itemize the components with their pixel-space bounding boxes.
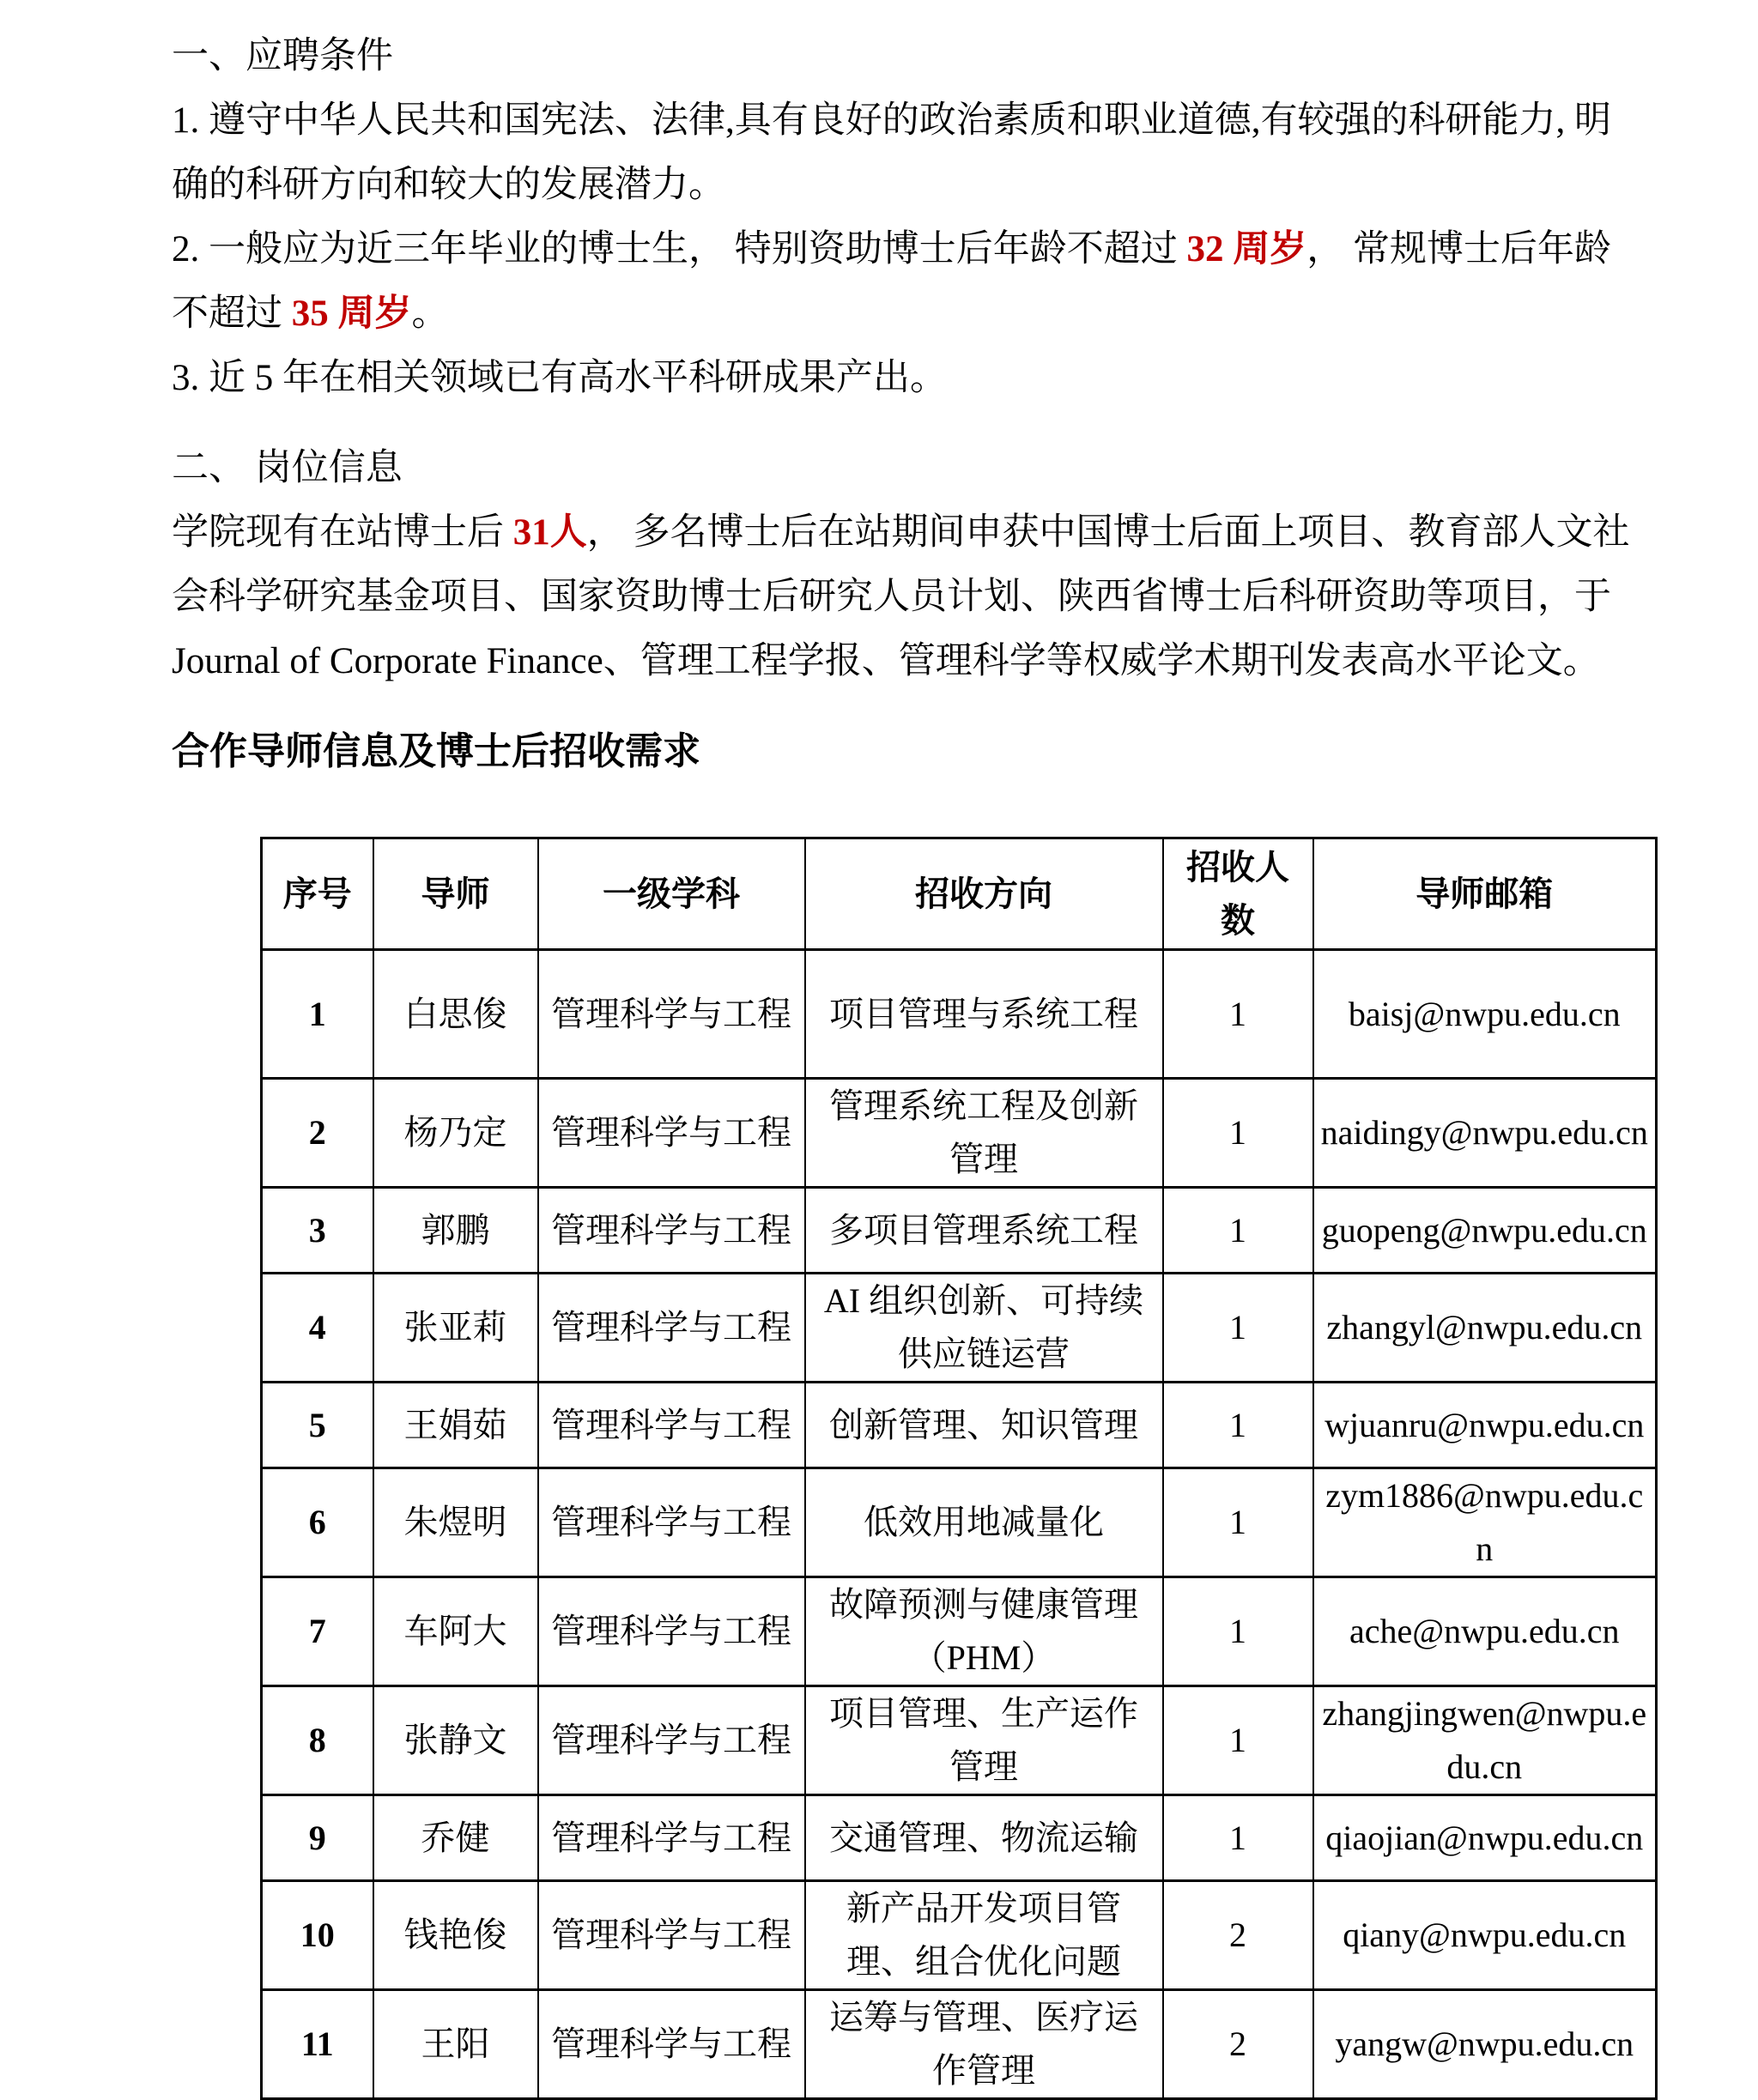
cell-mentor: 张静文 bbox=[373, 1686, 538, 1795]
table-row bbox=[262, 1383, 1657, 1468]
cell-no: 10 bbox=[262, 1881, 373, 1990]
cell-email: qiany@nwpu.edu.cn bbox=[1313, 1881, 1657, 1990]
cell-email: ache@nwpu.edu.cn bbox=[1313, 1577, 1657, 1686]
cell-discipline: 管理科学与工程 bbox=[538, 1274, 805, 1383]
cell-email: zym1886@nwpu.edu.cn bbox=[1313, 1468, 1657, 1577]
cell-discipline: 管理科学与工程 bbox=[538, 1795, 805, 1881]
cell-direction: 低效用地减量化 bbox=[805, 1468, 1163, 1577]
cell-discipline: 管理科学与工程 bbox=[538, 950, 805, 1079]
cell-direction: 管理系统工程及创新管理 bbox=[805, 1079, 1163, 1188]
cell-discipline: 管理科学与工程 bbox=[538, 1577, 805, 1686]
cell-no: 3 bbox=[262, 1188, 373, 1274]
cell-mentor: 钱艳俊 bbox=[373, 1881, 538, 1990]
table-row bbox=[262, 1990, 1657, 2099]
mentor-table-title: 合作导师信息及博士后招收需求 bbox=[172, 730, 700, 772]
cell-discipline: 管理科学与工程 bbox=[538, 1881, 805, 1990]
table-row bbox=[262, 1274, 1657, 1383]
mentor-table bbox=[260, 837, 1658, 2100]
section-1-heading: 一、应聘条件 bbox=[172, 36, 393, 76]
cell-no: 6 bbox=[262, 1468, 373, 1577]
jobs-count-31-highlight: 31人 bbox=[512, 512, 587, 553]
cell-count: 1 bbox=[1163, 1468, 1313, 1577]
cell-count: 1 bbox=[1163, 1079, 1313, 1188]
table-row bbox=[262, 950, 1657, 1079]
cell-no: 1 bbox=[262, 950, 373, 1079]
table-row bbox=[262, 1686, 1657, 1795]
cell-mentor: 杨乃定 bbox=[373, 1079, 538, 1188]
cell-count: 2 bbox=[1163, 1881, 1313, 1990]
cell-count: 1 bbox=[1163, 1274, 1313, 1383]
cell-direction: AI 组织创新、可持续供应链运营 bbox=[805, 1274, 1163, 1383]
cell-no: 7 bbox=[262, 1577, 373, 1686]
jobs-paragraph-line-3: Journal of Corporate Finance、管理工程学报、管理科学等权威学术期刊发表高水平论文。 bbox=[172, 641, 1600, 681]
cell-email: wjuanru@nwpu.edu.cn bbox=[1313, 1383, 1657, 1468]
table-row bbox=[262, 1079, 1657, 1188]
condition-1-line-2: 确的科研方向和较大的发展潜力。 bbox=[172, 165, 725, 205]
cell-count: 1 bbox=[1163, 1686, 1313, 1795]
table-row bbox=[262, 1795, 1657, 1881]
condition-1-line-1: 1. 遵守中华人民共和国宪法、法律,具有良好的政治素质和职业道德,有较强的科研能力, 明 bbox=[172, 100, 1611, 141]
condition-2-age-35-highlight: 35 周岁 bbox=[291, 294, 412, 334]
cell-mentor: 白思俊 bbox=[373, 950, 538, 1079]
header-count: 招收人数 bbox=[1163, 838, 1313, 950]
cell-direction: 新产品开发项目管理、组合优化问题 bbox=[805, 1881, 1163, 1990]
header-discipline: 一级学科 bbox=[538, 838, 805, 950]
cell-email: qiaojian@nwpu.edu.cn bbox=[1313, 1795, 1657, 1881]
cell-mentor: 王娟茹 bbox=[373, 1383, 538, 1468]
cell-email: naidingy@nwpu.edu.cn bbox=[1313, 1079, 1657, 1188]
condition-2-text-cont: ， 常规博士后年龄 bbox=[1306, 229, 1611, 269]
cell-direction: 运筹与管理、医疗运作管理 bbox=[805, 1990, 1163, 2099]
cell-no: 11 bbox=[262, 1990, 373, 2099]
cell-mentor: 车阿大 bbox=[373, 1577, 538, 1686]
header-no: 序号 bbox=[262, 838, 373, 950]
cell-direction: 项目管理与系统工程 bbox=[805, 950, 1163, 1079]
cell-discipline: 管理科学与工程 bbox=[538, 1188, 805, 1274]
jobs-text-cont: ， 多名博士后在站期间申获中国博士后面上项目、教育部人文社 bbox=[586, 512, 1630, 553]
cell-discipline: 管理科学与工程 bbox=[538, 1468, 805, 1577]
cell-mentor: 王阳 bbox=[373, 1990, 538, 2099]
cell-email: guopeng@nwpu.edu.cn bbox=[1313, 1188, 1657, 1274]
condition-2-line-1 bbox=[172, 217, 1611, 281]
cell-direction: 交通管理、物流运输 bbox=[805, 1795, 1163, 1881]
cell-email: zhangjingwen@nwpu.edu.cn bbox=[1313, 1686, 1657, 1795]
cell-direction: 项目管理、生产运作管理 bbox=[805, 1686, 1163, 1795]
jobs-paragraph-line-2: 会科学研究基金项目、国家资助博士后研究人员计划、陕西省博士后科研资助等项目，于 bbox=[172, 577, 1611, 617]
table-row bbox=[262, 1468, 1657, 1577]
cell-mentor: 乔健 bbox=[373, 1795, 538, 1881]
condition-2-line-2 bbox=[172, 281, 1595, 346]
cell-discipline: 管理科学与工程 bbox=[538, 1383, 805, 1468]
condition-2-text: 2. 一般应为近三年毕业的博士生， 特别资助博士后年龄不超过 bbox=[172, 229, 1187, 269]
cell-no: 9 bbox=[262, 1795, 373, 1881]
condition-2-text-2: 不超过 bbox=[172, 294, 292, 334]
condition-2-period: 。 bbox=[411, 294, 449, 334]
table-row bbox=[262, 1577, 1657, 1686]
cell-count: 1 bbox=[1163, 1188, 1313, 1274]
table-header-row bbox=[262, 838, 1657, 950]
condition-2-age-32-highlight: 32 周岁 bbox=[1186, 229, 1307, 269]
cell-no: 8 bbox=[262, 1686, 373, 1795]
cell-direction: 创新管理、知识管理 bbox=[805, 1383, 1163, 1468]
jobs-paragraph-line-1 bbox=[172, 500, 1630, 565]
cell-count: 2 bbox=[1163, 1990, 1313, 2099]
cell-count: 1 bbox=[1163, 1577, 1313, 1686]
cell-discipline: 管理科学与工程 bbox=[538, 1686, 805, 1795]
cell-no: 2 bbox=[262, 1079, 373, 1188]
cell-no: 4 bbox=[262, 1274, 373, 1383]
header-direction: 招收方向 bbox=[805, 838, 1163, 950]
cell-direction: 故障预测与健康管理（PHM） bbox=[805, 1577, 1163, 1686]
section-2-heading: 二、 岗位信息 bbox=[172, 448, 403, 488]
cell-email: baisj@nwpu.edu.cn bbox=[1313, 950, 1657, 1079]
cell-mentor: 郭鹏 bbox=[373, 1188, 538, 1274]
cell-discipline: 管理科学与工程 bbox=[538, 1079, 805, 1188]
cell-discipline: 管理科学与工程 bbox=[538, 1990, 805, 2099]
cell-count: 1 bbox=[1163, 1795, 1313, 1881]
header-mentor: 导师 bbox=[373, 838, 538, 950]
cell-no: 5 bbox=[262, 1383, 373, 1468]
table-row bbox=[262, 1188, 1657, 1274]
cell-email: zhangyl@nwpu.edu.cn bbox=[1313, 1274, 1657, 1383]
jobs-text: 学院现有在站博士后 bbox=[172, 512, 513, 553]
header-email: 导师邮箱 bbox=[1313, 838, 1657, 950]
cell-count: 1 bbox=[1163, 950, 1313, 1079]
condition-3-line: 3. 近 5 年在相关领域已有高水平科研成果产出。 bbox=[172, 358, 947, 398]
cell-mentor: 朱煜明 bbox=[373, 1468, 538, 1577]
cell-count: 1 bbox=[1163, 1383, 1313, 1468]
cell-email: yangw@nwpu.edu.cn bbox=[1313, 1990, 1657, 2099]
cell-mentor: 张亚莉 bbox=[373, 1274, 538, 1383]
cell-direction: 多项目管理系统工程 bbox=[805, 1188, 1163, 1274]
table-row bbox=[262, 1881, 1657, 1990]
